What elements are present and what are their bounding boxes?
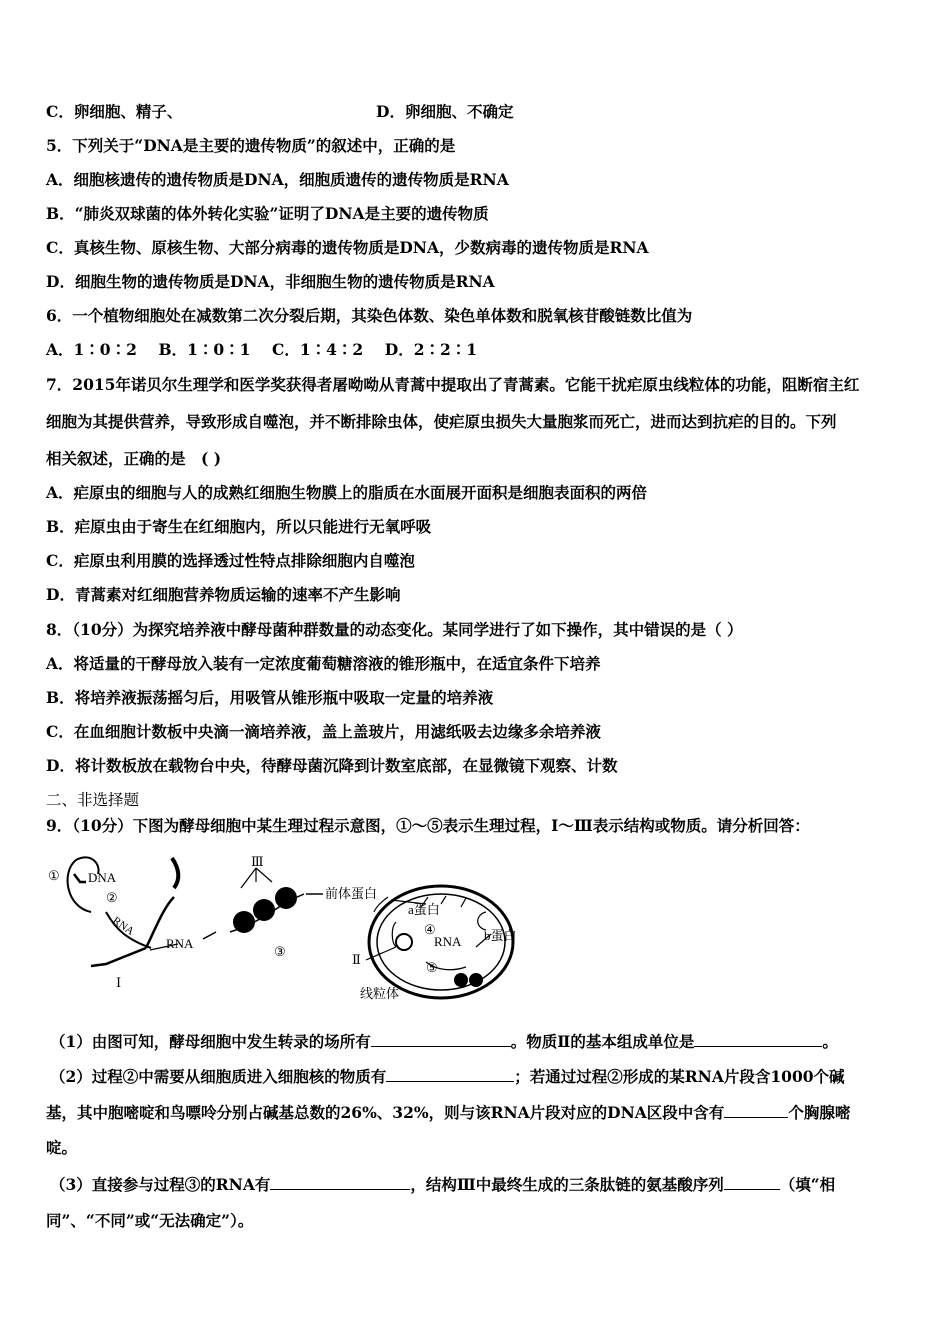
label-rna2: RNA — [434, 934, 462, 949]
q6-options: A．1∶0∶2 B．1∶0∶1 C．1∶4∶2 D．2∶2∶1 — [46, 340, 478, 359]
q9-figure — [46, 852, 556, 1012]
answer-blank-4[interactable] — [724, 1103, 788, 1118]
label-mito: 线粒体 — [360, 986, 400, 1001]
q5-option-c: C．真核生物、原核生物、大部分病毒的遗传物质是DNA，少数病毒的遗传物质是RNA — [46, 238, 649, 257]
q9-part1: （1）由图可知，酵母细胞中发生转录的场所有 。物质Ⅱ的基本组成单位是 。 — [50, 1032, 838, 1051]
q8-option-c: C．在血细胞计数板中央滴一滴培养液，盖上盖玻片，用滤纸吸去边缘多余培养液 — [46, 722, 601, 741]
label-r2: Ⅱ — [352, 952, 361, 967]
q7-line3: 相关叙述，正确的是 ( ) — [46, 449, 222, 468]
section-heading: 二、非选择题 — [46, 791, 140, 809]
label-c4: ④ — [424, 922, 436, 937]
label-a-protein: a蛋白 — [408, 902, 440, 917]
answer-blank-3[interactable] — [386, 1067, 514, 1082]
answer-blank-5[interactable] — [270, 1175, 410, 1190]
label-c2: ② — [106, 890, 118, 905]
answer-blank-2[interactable] — [694, 1032, 822, 1047]
q7-option-a: A．疟原虫的细胞与人的成熟红细胞生物膜上的脂质在水面展开面积是细胞表面积的两倍 — [46, 483, 648, 502]
q9-stem: 9．（10分）下图为酵母细胞中某生理过程示意图，①～⑤表示生理过程，Ⅰ～Ⅲ表示结构或物质。请分析回答： — [46, 816, 810, 835]
structure-I — [91, 948, 146, 966]
q8-option-b: B．将培养液振荡摇匀后，用吸管从锥形瓶中吸取一定量的培养液 — [46, 688, 494, 707]
q7-line2: 细胞为其提供营养，导致形成自噬泡，并不断排除虫体，使疟原虫损失大量胞浆而死亡，进而达到抗疟的目的。下列 — [46, 412, 837, 431]
q9-part2-line3: 啶。 — [46, 1138, 78, 1157]
label-rna1: RNA — [166, 936, 194, 951]
q7-line1: 7．2015年诺贝尔生理学和医学奖获得者屠呦呦从青蒿中提取出了青蒿素。它能干扰疟原虫线粒体的功能，阻断宿主红 — [46, 375, 860, 394]
q7-option-d: D．青蒿素对红细胞营养物质运输的速率不产生影响 — [46, 585, 401, 604]
q5-option-a: A．细胞核遗传的遗传物质是DNA，细胞质遗传的遗传物质是RNA — [46, 170, 509, 189]
q9-part3-line1: （3）直接参与过程③的RNA有 ，结构Ⅲ中最终生成的三条肽链的氨基酸序列 （填“相 — [50, 1175, 836, 1194]
q9-part2-line1: （2）过程②中需要从细胞质进入细胞核的物质有 ；若通过过程②形成的某RNA片段含1000个碱 — [50, 1067, 845, 1086]
q8-option-d: D．将计数板放在载物台中央，待酵母菌沉降到计数室底部，在显微镜下观察、计数 — [46, 756, 618, 775]
q5-stem: 5．下列关于“DNA是主要的遗传物质”的叙述中，正确的是 — [46, 136, 456, 155]
q8-option-a: A．将适量的干酵母放入装有一定浓度葡萄糖溶液的锥形瓶中，在适宜条件下培养 — [46, 654, 601, 673]
answer-blank-1[interactable] — [371, 1032, 511, 1047]
q4-option-d: D．卵细胞、不确定 — [376, 102, 514, 121]
q5-option-b: B．“肺炎双球菌的体外转化实验”证明了DNA是主要的遗传物质 — [46, 204, 489, 223]
label-dna: DNA — [88, 870, 117, 885]
label-rna-curve: RNA — [110, 914, 137, 938]
label-c1: ① — [48, 868, 60, 883]
q9-part2-line2: 基，其中胞嘧啶和鸟嘌呤分别占碱基总数的26%、32%，则与该RNA片段对应的DNA区段中含有 个胸腺嘧 — [46, 1103, 851, 1122]
q5-option-d: D．细胞生物的遗传物质是DNA，非细胞生物的遗传物质是RNA — [46, 272, 495, 291]
label-c3: ③ — [274, 944, 286, 959]
structure-II — [396, 934, 412, 950]
q6-stem: 6．一个植物细胞处在减数第二次分裂后期，其染色体数、染色单体数和脱氧核苷酸链数比值为 — [46, 306, 693, 325]
label-r1: Ⅰ — [116, 975, 122, 990]
q7-option-c: C．疟原虫利用膜的选择透过性特点排除细胞内自噬泡 — [46, 551, 415, 570]
q4-option-c: C．卵细胞、精子、 — [46, 102, 183, 121]
q8-stem: 8．（10分）为探究培养液中酵母菌种群数量的动态变化。某同学进行了如下操作，其中错误的是（ ） — [46, 620, 743, 639]
label-b-protein: b蛋白 — [484, 928, 517, 943]
label-precursor: 前体蛋白 — [325, 886, 378, 901]
q7-option-b: B．疟原虫由于寄生在红细胞内，所以只能进行无氧呼吸 — [46, 517, 432, 536]
label-c5: ⑤ — [426, 960, 438, 975]
answer-blank-6[interactable] — [724, 1175, 780, 1190]
label-r3: Ⅲ — [251, 854, 264, 869]
q9-part3-line2: 同”、“不同”或“无法确定”）。 — [46, 1211, 254, 1230]
